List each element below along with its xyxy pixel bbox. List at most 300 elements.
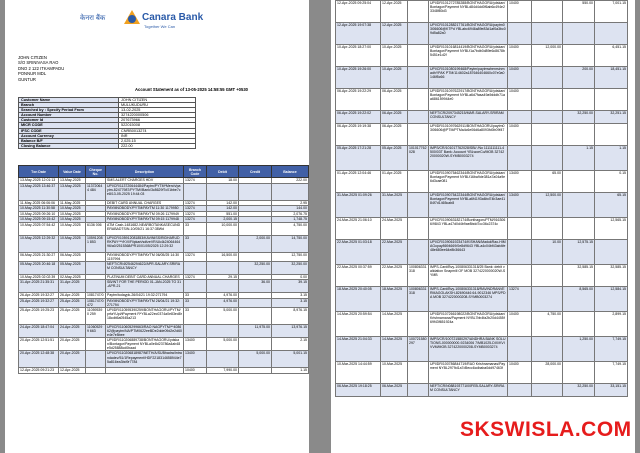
balance-cell: 2.15 [272, 338, 309, 351]
txn-date-cell: 25-Apr-2025 19:25:23 [19, 307, 59, 324]
txn-date-cell: 12-Apr-2025 09:25:04 [336, 1, 381, 23]
table-row [336, 89, 628, 111]
credit-cell [563, 89, 595, 111]
table-row [336, 265, 628, 287]
value-date-cell: 10-May-2025 [59, 217, 86, 223]
info-row [19, 143, 196, 148]
branch-code-cell: 10400 [184, 368, 207, 374]
branch-code-cell [508, 23, 532, 45]
description-cell: UPI/CR/110605299663/RAO NAGPYTM/**408662@paytm/NA/PTM0622eeBDe2dde09d2e2d60e4e7e5bee [107, 324, 182, 338]
address-line: S/O SRINIVASA RAO [18, 60, 59, 66]
balance-cell [595, 240, 628, 265]
cheque-no-cell [86, 261, 106, 274]
info-label: Account Number [19, 113, 119, 118]
txn-date-cell: 13-May-2025 12:01:13 [19, 178, 59, 184]
debit-cell: 16,500.00 [207, 252, 239, 261]
table-row [19, 222, 309, 235]
cheque-no-cell [86, 338, 106, 351]
table-row [19, 252, 309, 261]
cheque-no-cell [408, 193, 429, 218]
balance-cell: 1,748.75 [272, 217, 309, 223]
txn-date-cell: 05-Apr-2025 17:21:28 [336, 146, 381, 171]
cheque-no-cell [408, 45, 429, 67]
customer-address [18, 55, 64, 82]
txn-date-cell: 01-Apr-2025 12:04:46 [336, 171, 381, 193]
balance-cell: 7,749.15 [595, 337, 628, 362]
debit-cell [532, 265, 563, 287]
address-line: GUNTUR [18, 76, 36, 82]
cheque-no-cell: 113720644 484 [86, 183, 106, 200]
balance-cell: 1.15 [595, 146, 628, 171]
branch-code-cell: 13274 [508, 287, 532, 312]
branch-code-cell [184, 324, 207, 337]
description-cell: UPI/CR/110206818987/NETH/A/SUBhadra/Intrandadev/51/1Repayment/HDF2218314658944e75a816ea3bd9r7784 [106, 351, 184, 368]
value-date-cell: 10-May-2025 [59, 235, 86, 252]
table-row [19, 235, 309, 252]
credit-cell [563, 171, 595, 193]
credit-cell: 32,250.00 [563, 384, 595, 397]
balance-cell: 33,151.15 [595, 384, 628, 397]
column-header: Branch Code [184, 166, 207, 178]
description-cell: NEFT/CR/4f2546294622/APR-SALARY-SRIRAM CONSULTANCY [106, 261, 184, 274]
credit-cell [239, 338, 272, 351]
column-header: Balance [272, 166, 309, 178]
debit-cell [532, 124, 563, 146]
info-value: MULUKUDURU [119, 103, 196, 108]
credit-cell [239, 298, 272, 307]
credit-cell [563, 312, 595, 337]
balance-cell: 12,565.15 [595, 218, 628, 240]
txn-date-cell: 10-Apr-2025 18:27:00 [336, 45, 381, 67]
branch-code-cell [508, 146, 532, 171]
credit-cell [563, 45, 595, 67]
table-row [336, 193, 628, 218]
column-header: Description [106, 166, 184, 178]
branch-code-cell: 13274 [184, 252, 207, 261]
credit-cell [239, 252, 272, 261]
value-date-cell: 06-Apr-2025 [381, 89, 408, 111]
branch-code-cell [184, 183, 207, 200]
balance-cell: 13,976.15 [272, 324, 309, 337]
cheque-no-cell: 105912081 853 [86, 235, 106, 252]
description-cell: UPI/CR/109063182174/BonthagoruPTM/9163066/9843 YBLa47d0d4b9ae8bdd7cc36c2374c [429, 218, 508, 240]
cheque-no-cell [408, 67, 429, 89]
info-value: CNRB0013274 [119, 128, 196, 133]
value-date-cell: 25-Apr-2025 [59, 298, 86, 307]
balance-cell: 0.00 [272, 274, 309, 280]
credit-cell: 36.00 [239, 280, 272, 293]
debit-cell [207, 235, 239, 252]
description-cell: PAYMNOBODY/PYTM/PAYTM 26/04/21 19:32:271794 [106, 298, 184, 307]
statement-title: Account Statement as of 13-05-2025 14:58:55 GMT +0530 [135, 87, 248, 92]
balance-cell: 2,899.15 [595, 312, 628, 337]
description-cell: ATM Cash-1481682-NEARBOTANKASECUNDERABADTSIN-10/05/21 16:37:38Wd [106, 222, 184, 235]
credit-cell: 550.00 [563, 1, 595, 23]
value-date-cell: 24-Apr-2025 [59, 324, 86, 337]
cheque-no-cell: 101017762 028 [408, 146, 429, 171]
value-date-cell: 14-Mar-2025 [381, 337, 408, 362]
value-date-cell: 11-May-2025 [59, 200, 86, 206]
txn-date-cell: 10-May-2025 12:29:32 [19, 235, 59, 252]
cheque-no-cell: 100721580 297 [408, 337, 429, 362]
description-cell: PAYMNOBODY/PYTM/PAYTM 06/05/25 14:30 1157994 [106, 252, 184, 261]
description-cell: SMS ALERT CHARGES HDV [106, 178, 184, 184]
description-cell: UPI/DR/109075462344/BONTHAGORU/ydskan/Bontagor/Payment NYBLf16ba9de381a7a04a9e6d3cae081 [429, 171, 508, 193]
value-date-cell: 10-May-2025 [59, 211, 86, 217]
credit-cell: 1.15 [563, 146, 595, 171]
balance-cell: 18,451.15 [595, 67, 628, 89]
info-label: Account Currency [19, 133, 119, 138]
cheque-no-cell [408, 240, 429, 265]
cheque-no-cell: 100806331 318 [408, 265, 429, 287]
branch-code-cell [508, 384, 532, 397]
credit-cell [239, 222, 272, 235]
table-row [19, 324, 309, 337]
balance-cell: 3.15 [272, 298, 309, 307]
description-cell: UPI/DR/110595390259/BONTHAGORU/PYTM/prfaYUpi/tPayment R*YBLa22ec0374a0e83ed8r18cdb5a0545a213 [106, 307, 184, 324]
branch-code-cell: 13400 [508, 193, 532, 218]
balance-cell: 4,750.00 [272, 222, 309, 235]
table-row [336, 218, 628, 240]
column-header: Cheque No. [86, 166, 106, 178]
description-cell: UPI/DR/101272785288/BONTHAGORU/ydskan/Bontagor/Payment NYBLd84d4dd0f6ab6c494e23348f80d3 [429, 1, 508, 23]
debit-cell [532, 23, 563, 45]
description-cell: IMPS-Card/Bvy-100806331318/25 Bank: debit validation Snapmill OF MOB 3274220000020W-SYMB [429, 265, 508, 287]
credit-cell [239, 183, 272, 200]
balance-cell [595, 124, 628, 146]
debit-cell [532, 111, 563, 124]
branch-code-cell: 10400 [508, 312, 532, 337]
debit-cell [532, 384, 563, 397]
value-date-cell: 10-Apr-2025 [381, 67, 408, 89]
value-date-cell: 26-Apr-2025 [59, 293, 86, 299]
debit-cell [207, 351, 239, 368]
watermark-text: SKSWISLA.COM [460, 418, 632, 441]
branch-code-cell: 10400 [508, 124, 532, 146]
debit-cell [532, 67, 563, 89]
value-date-cell: 01-Apr-2025 [381, 171, 408, 193]
info-value: 222.00 [119, 143, 196, 148]
branch-code-cell: 13400 [184, 338, 207, 351]
info-value: 2,025.15 [119, 138, 196, 143]
info-label: Customer Name [19, 98, 119, 103]
cheque-no-cell: 110605299 663 [86, 324, 106, 337]
debit-cell: 4,750.00 [532, 312, 563, 337]
txn-date-cell: 10-May-2025 09:26:10 [19, 211, 59, 217]
address-line: JOHN CITIZEN [18, 55, 47, 60]
value-date-cell: 06-Apr-2025 [381, 124, 408, 146]
description-cell: UPI/CR/101080199468/Paytm/paytmwhenrsinmadhYPAK PTM/114602a187646404660c07e0a0146f5c66 [429, 67, 508, 89]
balance-cell: 222.00 [272, 178, 309, 184]
value-date-cell: 18-Mar-2025 [381, 287, 408, 312]
table-row [336, 67, 628, 89]
cheque-no-cell [408, 23, 429, 45]
txn-date-cell: 10-May-2025 02:02:39 [19, 274, 59, 280]
value-date-cell: 10-Mar-2025 [381, 362, 408, 384]
description-cell: NEFT/CR/2097345215/MAR-SALARY-SRIRAM CONSULTANCY [429, 111, 508, 124]
table-row [336, 23, 628, 45]
description-cell: UPI/DR/107266198022/BONTHAGORU/ydskan/Krishnamana/Payment NYBL7bb4fa2b20d4455f69f43f651924a [429, 312, 508, 337]
balance-cell: 144.00 [272, 206, 309, 212]
debit-cell: 28,000.00 [532, 362, 563, 384]
value-date-cell: 12-Apr-2025 [381, 23, 408, 45]
txn-date-cell: 11-May-2025 06:06:06 [19, 200, 59, 206]
description-cell: PAYMNOBODY/PYTM/PAYTM 09:26 1179949 [106, 211, 184, 217]
balance-cell: 1.15 [272, 368, 309, 374]
value-date-cell: 25-Apr-2025 [59, 307, 86, 324]
table-row [19, 351, 309, 368]
balance-cell: 2,076.75 [272, 211, 309, 217]
value-date-cell: 06-May-2025 [59, 252, 86, 261]
cheque-no-cell [408, 312, 429, 337]
cheque-no-cell [86, 280, 106, 293]
debit-cell [207, 183, 239, 200]
credit-cell: 32,250.00 [563, 111, 595, 124]
description-cell: IMPS/CR/100721580297/ANDHRA BANK SOLUTIONS-000000000-9234006 7/MB1025-DIX/KVIVVM/MOB 3274220000208-SYMB0003274 [429, 337, 508, 362]
branch-code-cell [508, 240, 532, 265]
balance-cell: 12,750.00 [272, 252, 309, 261]
info-value: 13-02-2025 [119, 108, 196, 113]
info-value: JOHN CITIZEN [119, 98, 196, 103]
txn-date-cell: 06-Apr-2025 19:22:02 [336, 111, 381, 124]
value-date-cell: 20-Apr-2025 [59, 351, 86, 368]
table-row [19, 338, 309, 351]
value-date-cell: 12-Apr-2025 [59, 368, 86, 374]
txn-date-cell: 31-Mar-2025 01:09:26 [336, 193, 381, 218]
description-cell [106, 368, 184, 374]
info-label: IFSC CODE [19, 128, 119, 133]
description-cell: PAYMNOBODY/PYTM/PAYTM 11:30 1179950 [106, 206, 184, 212]
table-row [336, 337, 628, 362]
transactions-table-page-1 [18, 165, 309, 374]
cheque-no-cell [408, 1, 429, 23]
txn-date-cell: 14-Mar-2025 21:04:33 [336, 337, 381, 362]
column-header: Value Date [59, 166, 86, 178]
branch-code-cell: 33 [184, 293, 207, 299]
table-row [336, 171, 628, 193]
account-info-table [18, 97, 196, 149]
branch-code-cell: 10400 [508, 45, 532, 67]
value-date-cell: 22-Mar-2025 [381, 240, 408, 265]
cheque-no-cell: 100806331 318 [408, 287, 429, 312]
description-cell: UPI/CR/101288217761/BONTHAGORU/paytm03i06606@KTPd YBLabc6946a89e83d1af0a3bc09d5a82a0 [429, 23, 508, 45]
table-row [19, 368, 309, 374]
cheque-no-cell [408, 384, 429, 397]
txn-date-cell: 06-Mar-2025 19:18:25 [336, 384, 381, 397]
value-date-cell: 14-Mar-2025 [381, 312, 408, 337]
debit-cell: 10.00 [532, 240, 563, 265]
debit-cell [207, 280, 239, 293]
cheque-no-cell [408, 124, 429, 146]
value-date-cell: 06-Mar-2025 [381, 384, 408, 397]
info-value: INR [119, 133, 196, 138]
bank-logo [80, 10, 230, 46]
info-label: Closing Balance [19, 143, 119, 148]
debit-cell: 12,000.00 [532, 45, 563, 67]
description-cell: IMPS/CR/101017762028/SBI/ /No 1111111111-4500/03T Bank: Account YBLwoeCo/MOB 3274220000020W-SYMB0003274 [429, 146, 508, 171]
info-label: Customer Id [19, 118, 119, 123]
branch-code-cell: 10400 [508, 67, 532, 89]
table-row [336, 384, 628, 397]
description-cell: PLATINUM DEBIT CARD ANNUAL CHARGES [106, 274, 184, 280]
branch-code-cell: 13274 [184, 211, 207, 217]
txn-date-cell: 24-Mar-2025 21:06:10 [336, 218, 381, 240]
balance-cell: 0.15 [595, 171, 628, 193]
description-cell: UPI/DR/100786844719/RAO Krishnamanas/Payment NYBL2979d1a7d5ecc6cdbaba0dd97463f [429, 362, 508, 384]
branch-code-cell: 13274 [184, 200, 207, 206]
table-row [336, 45, 628, 67]
branch-code-cell: 33 [184, 235, 207, 252]
cheque-no-cell [86, 351, 106, 368]
credit-cell [563, 362, 595, 384]
value-date-cell: 02-May-2025 [59, 274, 86, 280]
cheque-no-cell: 6136 006 [86, 222, 106, 235]
balance-cell: 32,251.15 [595, 111, 628, 124]
txn-date-cell: 22-Mar-2025 00:37:59 [336, 265, 381, 287]
branch-code-cell: 13274 [184, 178, 207, 184]
debit-cell: 551.00 [207, 211, 239, 217]
credit-cell: 2,000.00 [239, 235, 272, 252]
branch-code-cell [508, 265, 532, 287]
cheque-no-cell [86, 252, 106, 261]
branch-code-cell: 13400 [184, 351, 207, 368]
table-row [336, 146, 628, 171]
branch-code-cell [184, 261, 207, 274]
description-cell: UPI/DR/101097662911/BONTHAGORU/paytm03i06606@PTM/PTMa4c6e06d6a8093fd0b09f47 [429, 124, 508, 146]
cheque-no-cell [408, 111, 429, 124]
branch-code-cell: 13274 [184, 206, 207, 212]
description-cell: UPI/DR/101016814419/BONTHAGORU/ydskan/Bontagor/Payment NYBLf1a7bdb0d89e6c8678b5451e1d2f [429, 45, 508, 67]
balance-cell [595, 23, 628, 45]
debit-cell [532, 146, 563, 171]
txn-date-cell: 05-May-2025 20:46:18 [19, 261, 59, 274]
description-cell: UPI/CR/113720644484/Paytm/PYTM*Merch/paytm-82477987/PYTM//Bank/3c8629f7c01bbe7ce8/13-05-2025 19:44:03 [106, 183, 184, 200]
txn-date-cell: 20-Apr-2025 12:48:38 [19, 351, 59, 368]
balance-cell: 32,250.00 [272, 261, 309, 274]
credit-cell: 1,250.00 [563, 337, 595, 362]
balance-cell: 65.15 [595, 193, 628, 218]
value-date-cell: 10-Apr-2025 [381, 45, 408, 67]
column-header: Debit [207, 166, 239, 178]
credit-cell: 8,565.00 [563, 287, 595, 312]
info-label: Branch [19, 103, 119, 108]
credit-cell [239, 307, 272, 324]
description-cell: SB/INT FOR THE PERIOD 01-JAN-2025 TO 31-APR-21 [106, 280, 184, 293]
table-row [336, 124, 628, 146]
balance-cell: 14,750.00 [272, 235, 309, 252]
debit-cell: 7,990.00 [207, 368, 239, 374]
table-row [336, 111, 628, 124]
table-row [19, 261, 309, 274]
description-cell: UPI/CR/109061923474/KISHAN/MadukRao-HIMAGopay8694669/0e8d9643 YBLa4c04bf43ab4fe48e680ee64e8b36643 [429, 240, 508, 265]
debit-cell: 65.00 [532, 171, 563, 193]
branch-code-cell: 13274 [184, 274, 207, 280]
bank-tagline: Together We Can [144, 24, 176, 29]
debit-cell: 2,000.15 [207, 217, 239, 223]
txn-date-cell: 06-Apr-2025 19:22:29 [336, 89, 381, 111]
debit-cell [532, 1, 563, 23]
description-cell: PAYMNOBODY/PYTM/PAYTM 09:15 1179948 [106, 217, 184, 223]
txn-date-cell: 10-May-2025 11:30:58 [19, 206, 59, 212]
debit-cell: 18.00 [207, 178, 239, 184]
cheque-no-cell: 110595390 259 [86, 307, 106, 324]
value-date-cell: 31-Mar-2025 [381, 193, 408, 218]
debit-cell: 142.00 [207, 200, 239, 206]
value-date-cell: 05-May-2025 [59, 261, 86, 274]
column-header: Credit [239, 166, 272, 178]
credit-cell: 12,575.15 [563, 240, 595, 265]
balance-cell [272, 183, 309, 200]
debit-cell: 4,976.00 [207, 293, 239, 299]
debit-cell: 5,000.00 [207, 307, 239, 324]
debit-cell [207, 261, 239, 274]
branch-code-cell: 13400 [508, 171, 532, 193]
branch-code-cell: 10400 [508, 1, 532, 23]
txn-date-cell: 22-Mar-2025 01:03:18 [336, 240, 381, 265]
branch-code-cell [508, 218, 532, 240]
description-cell: DEBIT CARD ANNUAL CHARGES [106, 200, 184, 206]
address-line: DNO 2 122 ITKAMPADU [18, 65, 65, 71]
balance-cell: 5,001.15 [272, 351, 309, 368]
cheque-no-cell [408, 171, 429, 193]
debit-cell: 10,000.00 [207, 222, 239, 235]
cheque-no-cell [408, 89, 429, 111]
table-row [336, 312, 628, 337]
value-date-cell: 22-Mar-2025 [381, 265, 408, 287]
balance-cell: 12,584.15 [595, 287, 628, 312]
branch-code-cell: 13274 [184, 217, 207, 223]
debit-cell [532, 287, 563, 312]
statement-page-2 [331, 0, 635, 453]
table-row [19, 307, 309, 324]
bank-hindi-name: केनरा बैंक [80, 15, 106, 22]
debit-cell: 142.00 [207, 206, 239, 212]
branch-code-cell [508, 111, 532, 124]
info-label: MICR CODE [19, 123, 119, 128]
statement-page-1 [5, 0, 309, 453]
txn-date-cell: 06-Apr-2025 19:19:38 [336, 124, 381, 146]
debit-cell [532, 218, 563, 240]
txn-date-cell: 10-Apr-2025 19:26:00 [336, 67, 381, 89]
debit-cell: 12,500.00 [532, 193, 563, 218]
value-date-cell: 05-Apr-2025 [381, 146, 408, 171]
balance-cell [595, 89, 628, 111]
debit-cell [207, 324, 239, 337]
value-date-cell: 06-Apr-2025 [381, 111, 408, 124]
value-date-cell: 31-Apr-2025 [59, 280, 86, 293]
table-row [19, 183, 309, 200]
value-date-cell: 10-May-2025 [59, 206, 86, 212]
credit-cell: 32,250.00 [239, 261, 272, 274]
credit-cell: 5,000.00 [239, 351, 272, 368]
txn-date-cell: 18-Mar-2025 20:40:05 [336, 287, 381, 312]
cheque-no-cell [408, 218, 429, 240]
value-date-cell: 10-May-2025 [59, 222, 86, 235]
debit-cell [532, 89, 563, 111]
credit-cell: 11,975.00 [239, 324, 272, 337]
branch-code-cell: 33 [184, 307, 207, 324]
balance-cell: 7,749.15 [595, 362, 628, 384]
info-value: 207673966 [119, 118, 196, 123]
column-header: Txn Date [19, 166, 59, 178]
credit-cell: 32,585.15 [563, 265, 595, 287]
table-row [336, 287, 628, 312]
txn-date-cell: 31-Apr-2025 21:35:31 [19, 280, 59, 293]
branch-code-cell [508, 337, 532, 362]
debit-cell: 5,000.00 [207, 338, 239, 351]
branch-code-cell [184, 280, 207, 293]
txn-date-cell: 12-Apr-2025 09:21:23 [19, 368, 59, 374]
